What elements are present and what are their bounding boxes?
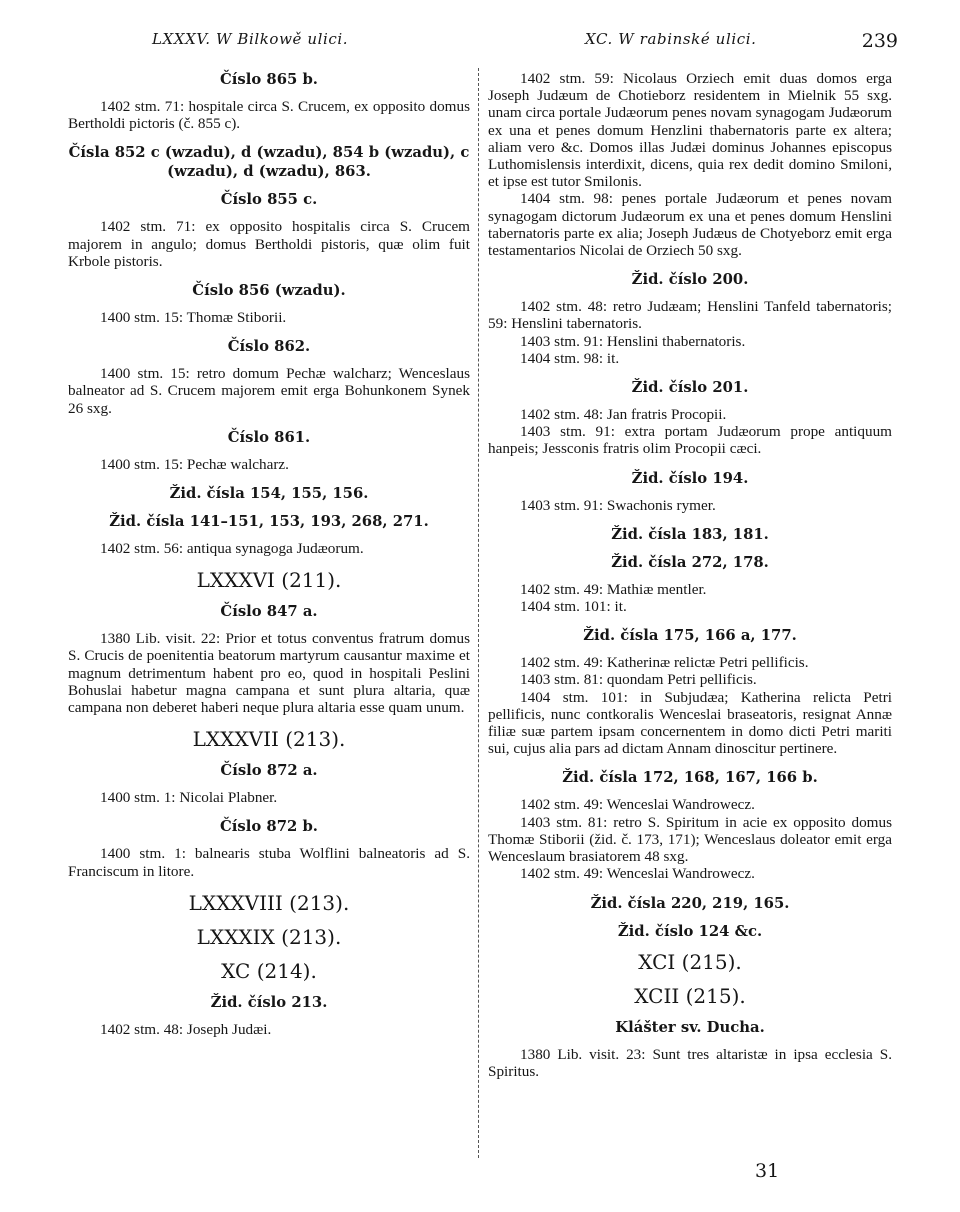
entry-heading: Žid. čísla 154, 155, 156.	[169, 485, 369, 503]
entry-heading: Žid. číslo 201.	[631, 379, 749, 397]
section-heading: LXXXVIII (213).	[188, 890, 350, 915]
entry-heading: Žid. číslo 200.	[631, 271, 749, 289]
entry-heading: Čísla 852 c (wzadu), d (wzadu), 854 b (wzadu), c (wzadu), d (wzadu), 863.	[68, 144, 470, 181]
record-entry: 1402 stm. 56: antiqua synagoga Judæorum.	[100, 540, 364, 558]
record-entry: 1403 stm. 91: extra portam Judæorum prope antiquum hanpeis; Jessconis fratris olim Procopii cæci.	[488, 423, 892, 458]
entry-heading: Číslo 856 (wzadu).	[192, 282, 346, 300]
signature-mark: 31	[755, 1160, 780, 1182]
entry-heading: Žid. číslo 213.	[210, 993, 328, 1011]
entry-heading: Číslo 847 a.	[220, 603, 318, 621]
record-entry: 1403 stm. 91: Henslini thabernatoris.	[520, 332, 746, 350]
entry-heading: Žid. čísla 172, 168, 167, 166 b.	[562, 769, 818, 787]
section-heading: LXXXVII (213).	[192, 727, 346, 752]
section-heading: XC (214).	[221, 958, 317, 983]
entry-heading: Číslo 862.	[227, 338, 311, 356]
record-entry: 1400 stm. 15: retro domum Pechæ walcharz; Wenceslaus balneator ad S. Crucem majorem emit erga Bohunkonem Synek 26 sxg.	[68, 365, 470, 417]
record-entry: 1400 stm. 1: balnearis stuba Wolflini balneatoris ad S. Franciscum in litore.	[68, 845, 470, 880]
record-entry: 1402 stm. 49: Katherinæ relictæ Petri pellificis.	[520, 654, 809, 672]
record-entry: 1404 stm. 98: it.	[520, 349, 620, 367]
entry-heading: Číslo 865 b.	[220, 71, 318, 88]
record-entry: 1402 stm. 59: Nicolaus Orziech emit duas domos erga Joseph Judæum de Chotieborz residentem in Mielnik 55 sxg. unam circa portale Judæorum penes novam synagogam Judæorum ex una et penes domum Henzlini thabernatoris parte ex altera; aliam vero &c. Domos illas Judæi dominus Johannes episcopus Luthomislensis interdixit, dicens, quia rex dedit domino Smiloni, et ipse est tutor Smilonis.	[488, 70, 892, 191]
record-entry: 1400 stm. 1: Nicolai Plabner.	[100, 789, 278, 807]
entry-heading: Žid. čísla 175, 166 a, 177.	[583, 627, 797, 645]
running-header-right: XC. W rabinské ulici.	[585, 30, 757, 48]
record-entry: 1402 stm. 49: Mathiæ mentler.	[520, 580, 707, 598]
record-entry: 1404 stm. 101: it.	[520, 598, 627, 616]
record-entry: 1402 stm. 71: hospitale circa S. Crucem, ex opposito domus Bertholdi pictoris (č. 855 c).	[68, 98, 470, 133]
section-heading: XCI (215).	[638, 949, 742, 974]
section-heading: LXXXIX (213).	[196, 924, 342, 949]
record-entry: 1402 stm. 49: Wenceslai Wandrowecz.	[520, 796, 755, 814]
entry-heading: Žid. čísla 272, 178.	[611, 553, 769, 571]
record-entry: 1402 stm. 49: Wenceslai Wandrowecz.	[520, 865, 755, 883]
entry-heading: Číslo 855 c.	[220, 191, 318, 209]
running-header-left: LXXXV. W Bilkowě ulici.	[152, 30, 349, 48]
entry-heading: Žid. čísla 220, 219, 165.	[590, 894, 790, 912]
record-entry: 1400 stm. 15: Thomæ Stiborii.	[100, 309, 287, 327]
record-entry: 1403 stm. 91: Swachonis rymer.	[520, 496, 716, 514]
record-entry: 1404 stm. 98: penes portale Judæorum et penes novam synagogam dictorum Judæorum ex una et penes domum Henslini tabernatoris parte ex alia; Joseph Judæus de Chotyeborz emit erga testamentarios Nicolai de Orziech 50 sxg.	[488, 190, 892, 260]
record-entry: 1380 Lib. visit. 23: Sunt tres altaristæ in ipsa ecclesia S. Spiritus.	[488, 1045, 892, 1080]
entry-heading: Žid. čísla 141–151, 153, 193, 268, 271.	[109, 513, 429, 531]
entry-heading: Žid. čísla 183, 181.	[611, 525, 769, 543]
entry-heading: Žid. číslo 194.	[631, 469, 749, 487]
page-number: 239	[861, 30, 898, 52]
record-entry: 1402 stm. 48: Joseph Judæi.	[100, 1020, 272, 1038]
entry-heading: Žid. číslo 124 &c.	[617, 922, 763, 940]
entry-heading: Číslo 872 b.	[220, 818, 318, 836]
section-heading: LXXXVI (211).	[196, 568, 342, 593]
record-entry: 1402 stm. 48: Jan fratris Procopii.	[520, 406, 727, 424]
record-entry: 1380 Lib. visit. 22: Prior et totus conventus fratrum domus S. Crucis de poenitentia beatorum martyrum causantur maxime et magnum detrimentum habent pro eo, quod in hospitali Peslini Bohuslai habetur magna campana et sunt plura altaria, quæ campana non deberet haberi neque plura altaria esse quam unum.	[68, 630, 470, 717]
record-entry: 1403 stm. 81: quondam Petri pellificis.	[520, 671, 757, 689]
section-heading: XCII (215).	[634, 983, 746, 1008]
entry-heading: Číslo 861.	[227, 428, 311, 446]
record-entry: 1403 stm. 81: retro S. Spiritum in acie ex opposito domus Thomæ Stiborii (žid. č. 173, 171); Wenceslaus doleator emit erga Wenceslaum brasiatorem 48 sxg.	[488, 813, 892, 866]
record-entry: 1404 stm. 101: in Subjudæa; Katherina relicta Petri pellificis, nunc contkoralis Wenceslai braseatoris, resignat Annæ filiæ suæ partem ipsam concernentem in domo dicti Petri mariti sui, cujus alia pars ad dictam Annam dinoscitur pertinere.	[488, 688, 892, 758]
entry-heading: Číslo 872 a.	[220, 762, 318, 780]
right-column	[488, 70, 892, 1091]
record-entry: 1402 stm. 48: retro Judæam; Henslini Tanfeld tabernatoris; 59: Henslini tabernatoris.	[488, 298, 892, 333]
entry-heading: Klášter sv. Ducha.	[615, 1018, 765, 1036]
left-column	[68, 70, 470, 1049]
record-entry: 1402 stm. 71: ex opposito hospitalis circa S. Crucem majorem in angulo; domus Bertholdi pistoris, quæ olim fuit Krbole pistoris.	[68, 218, 470, 270]
record-entry: 1400 stm. 15: Pechæ walcharz.	[100, 455, 289, 473]
column-divider	[478, 68, 479, 1158]
